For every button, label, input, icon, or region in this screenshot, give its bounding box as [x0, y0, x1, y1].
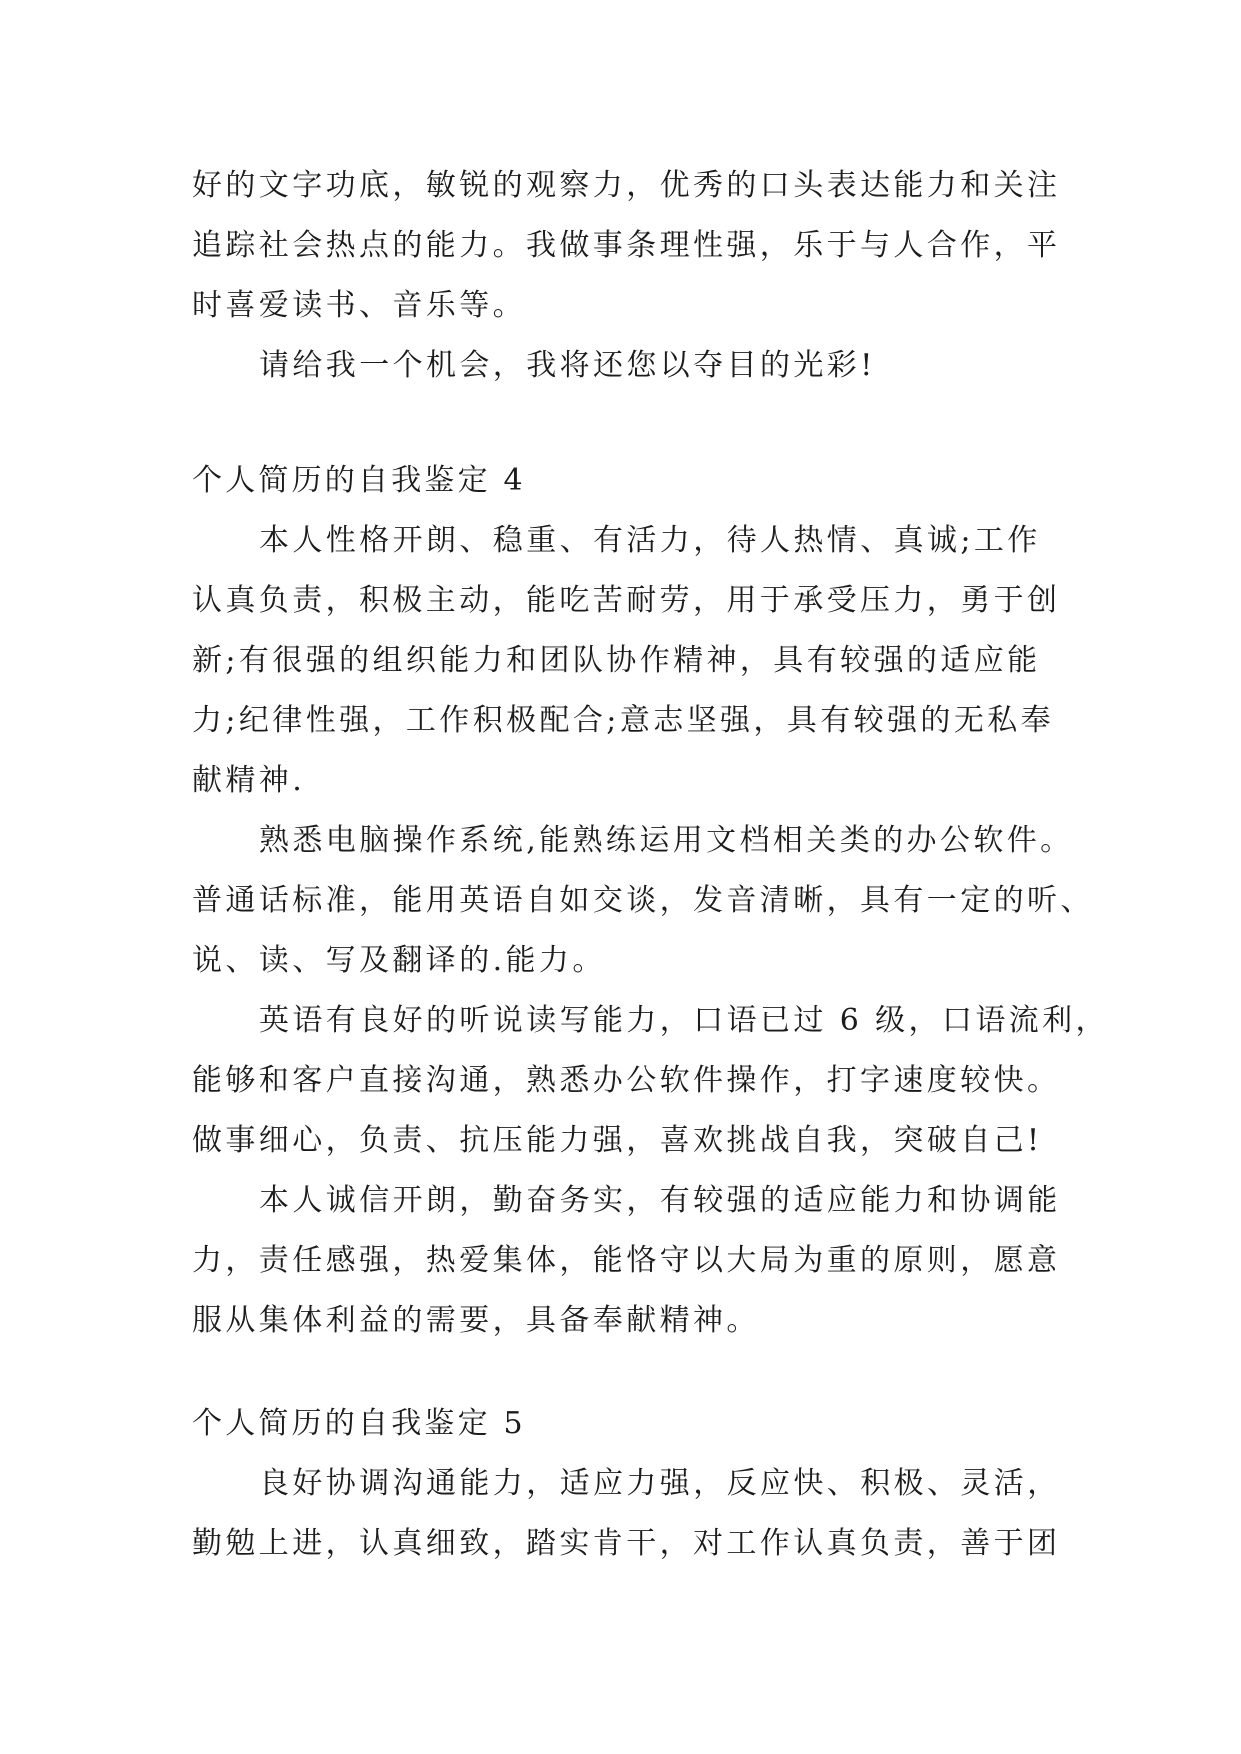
- text-line: 服从集体利益的需要，具备奉献精神。: [192, 1303, 760, 1338]
- text-line: 请给我一个机会，我将还您以夺目的光彩!: [259, 348, 876, 383]
- section-heading: 个人简历的自我鉴定 5: [192, 1406, 526, 1441]
- text-line: 熟悉电脑操作系统,能熟练运用文档相关类的办公软件。: [259, 823, 1074, 858]
- text-line: 献精神.: [192, 763, 306, 798]
- text-line: 时喜爱读书、音乐等。: [192, 288, 526, 323]
- text-line: 英语有良好的听说读写能力，口语已过 6 级，口语流利，: [259, 1003, 1109, 1038]
- text-line: 勤勉上进，认真细致，踏实肯干，对工作认真负责，善于团: [192, 1526, 1061, 1561]
- text-line: 说、读、写及翻译的.能力。: [192, 943, 606, 978]
- text-line: 做事细心，负责、抗压能力强，喜欢挑战自我，突破自己!: [192, 1123, 1043, 1158]
- text-line: 本人性格开朗、稳重、有活力，待人热情、真诚;工作: [259, 523, 1041, 558]
- text-line: 普通话标准，能用英语自如交谈，发音清晰，具有一定的听、: [192, 883, 1094, 918]
- section-heading: 个人简历的自我鉴定 4: [192, 463, 526, 498]
- text-line: 新;有很强的组织能力和团队协作精神，具有较强的适应能: [192, 643, 1041, 678]
- text-line: 力;纪律性强，工作积极配合;意志坚强，具有较强的无私奉: [192, 703, 1055, 738]
- text-line: 能够和客户直接沟通，熟悉办公软件操作，打字速度较快。: [192, 1063, 1061, 1098]
- text-line: 本人诚信开朗，勤奋务实，有较强的适应能力和协调能: [259, 1183, 1061, 1218]
- text-line: 好的文字功底，敏锐的观察力，优秀的口头表达能力和关注: [192, 168, 1061, 203]
- text-line: 追踪社会热点的能力。我做事条理性强，乐于与人合作，平: [192, 228, 1061, 263]
- text-line: 良好协调沟通能力，适应力强，反应快、积极、灵活，: [259, 1466, 1061, 1501]
- text-line: 力，责任感强，热爱集体，能恪守以大局为重的原则，愿意: [192, 1243, 1061, 1278]
- text-line: 认真负责，积极主动，能吃苦耐劳，用于承受压力，勇于创: [192, 583, 1061, 618]
